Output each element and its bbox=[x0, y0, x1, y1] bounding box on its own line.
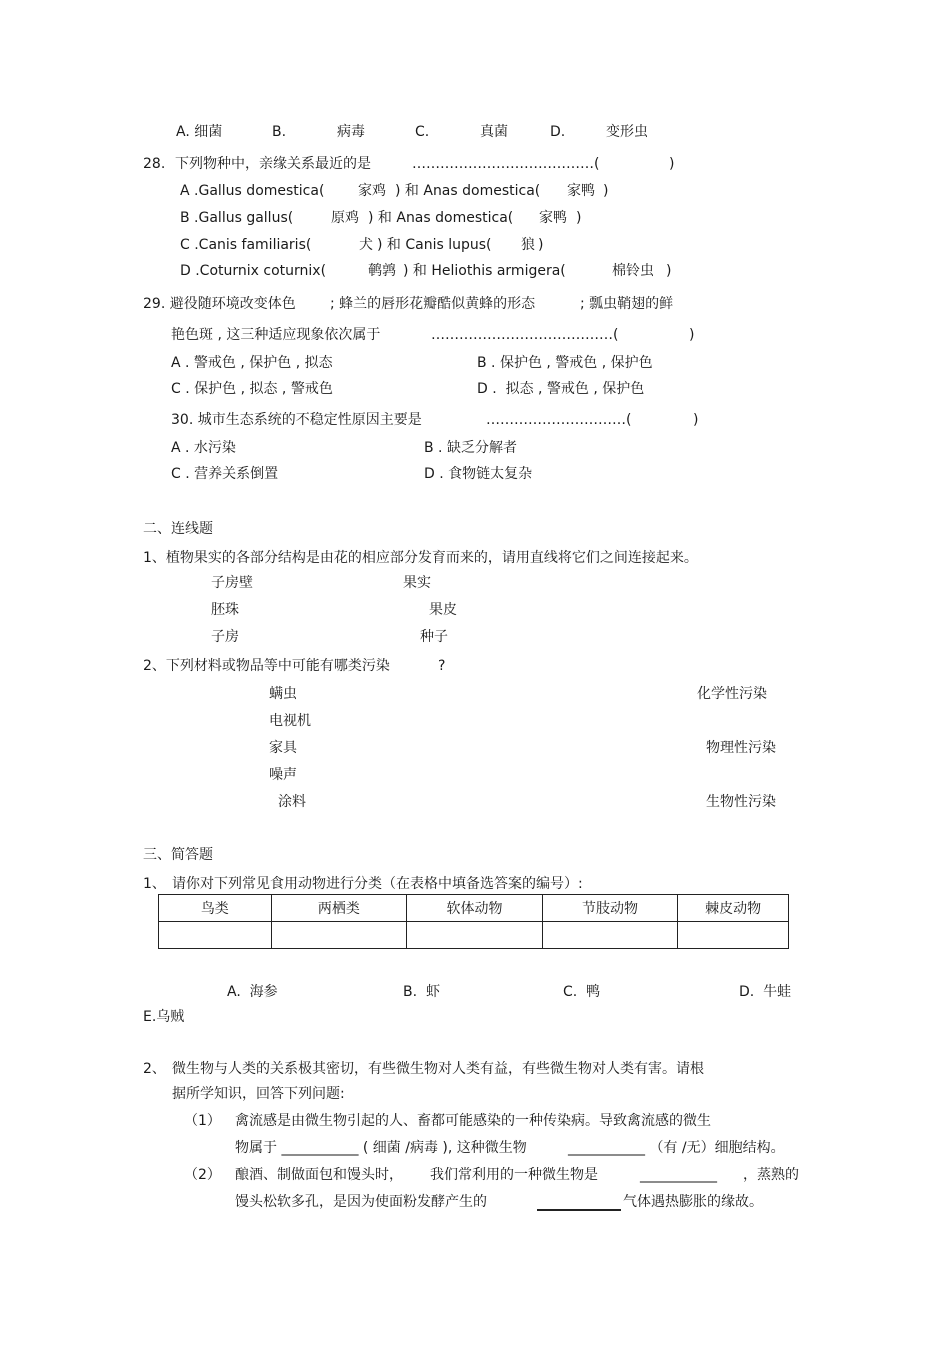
sub1-line2b: ___________ （有 /无）细胞结构。 bbox=[568, 1140, 785, 1156]
q30-dots: …………………………( bbox=[486, 412, 632, 428]
sub2-line1a: 酿酒、制做面包和馒头时， bbox=[235, 1167, 403, 1183]
table-header-row bbox=[159, 895, 789, 922]
q30-paren: ) bbox=[693, 412, 699, 428]
q29-line1c: ; 瓢虫鞘翅的鲜 bbox=[580, 296, 674, 312]
sub2-blank: ___________ bbox=[640, 1167, 717, 1183]
sec2-q2: 2、下列材料或物品等中可能有哪类污染 bbox=[143, 658, 390, 674]
sec2-left1-item: 子房壁 bbox=[211, 575, 253, 591]
sub2-line1b: 我们常利用的一种微生物是 bbox=[430, 1167, 598, 1183]
q29-dots: …………………………………( bbox=[431, 327, 619, 343]
sec3-q2-line2: 据所学知识，回答下列问题: bbox=[172, 1086, 345, 1102]
sec3-q1: 请你对下列常见食用动物进行分类（在表格中填备选答案的编号）: bbox=[172, 876, 583, 892]
table-header-cell: 鸟类 bbox=[159, 895, 272, 922]
sec2-right1-item: 种子 bbox=[420, 629, 448, 645]
answer-cell[interactable] bbox=[678, 922, 789, 949]
sec2-left2-item: 电视机 bbox=[269, 713, 311, 729]
sec2-right2-item: 生物性污染 bbox=[706, 794, 776, 810]
sec2-right2-item: 化学性污染 bbox=[697, 686, 767, 702]
answer-option: A. 海参 bbox=[227, 984, 278, 1000]
sec2-left1-item: 子房 bbox=[211, 629, 239, 645]
q29-option-d: D . 拟态 , 警戒色 , 保护色 bbox=[477, 381, 645, 397]
sub2-number: （2） bbox=[184, 1167, 221, 1183]
sec2-right1-item: 果皮 bbox=[429, 602, 457, 618]
table-row bbox=[159, 922, 789, 949]
table-header-cell: 棘皮动物 bbox=[678, 895, 789, 922]
sub2-line2b: 气体遇热膨胀的缘故。 bbox=[623, 1194, 763, 1210]
sec2-left1-item: 胚珠 bbox=[211, 602, 239, 618]
q29-option-a: A . 警戒色 , 保护色 , 拟态 bbox=[171, 355, 333, 371]
section-2-title: 二、连线题 bbox=[143, 521, 213, 537]
sec2-right2-item: 物理性污染 bbox=[706, 740, 776, 756]
q27-option-b-text: 病毒 bbox=[337, 124, 365, 140]
sub1-number: （1） bbox=[184, 1113, 221, 1129]
q30-option-c: C . 营养关系倒置 bbox=[171, 466, 279, 482]
q30-option-d: D . 食物链太复杂 bbox=[424, 466, 533, 482]
answer-option: D. 牛蛙 bbox=[739, 984, 792, 1000]
answer-cell[interactable] bbox=[159, 922, 272, 949]
sec2-q2-mark: ? bbox=[438, 658, 446, 674]
q30-option-a: A . 水污染 bbox=[171, 440, 236, 456]
answer-cell[interactable] bbox=[271, 922, 407, 949]
sec2-left2-item: 涂料 bbox=[278, 794, 306, 810]
answer-option: C. 鸭 bbox=[563, 984, 601, 1000]
q29-option-b: B . 保护色 , 警戒色 , 保护色 bbox=[477, 355, 653, 371]
q29-option-c: C . 保护色 , 拟态 , 警戒色 bbox=[171, 381, 333, 397]
q27-option-b-label: B. bbox=[272, 124, 287, 140]
q30-stem: 30. 城市生态系统的不稳定性原因主要是 bbox=[171, 412, 422, 428]
answer-cell[interactable] bbox=[542, 922, 678, 949]
q27-option-c-label: C. bbox=[415, 124, 430, 140]
q28-stem: 下列物种中，亲缘关系最近的是 bbox=[175, 156, 371, 172]
q28-dots: …………………………………( bbox=[412, 156, 600, 172]
answer-cell[interactable] bbox=[407, 922, 543, 949]
q30-option-b: B . 缺乏分解者 bbox=[424, 440, 517, 456]
q29-line1a: 29. 避役随环境改变体色 bbox=[143, 296, 296, 312]
sec2-left2-item: 家具 bbox=[269, 740, 297, 756]
sec2-left2-item: 螨虫 bbox=[269, 686, 297, 702]
answer-option: E.乌贼 bbox=[143, 1009, 185, 1025]
sec2-left2-item: 噪声 bbox=[269, 767, 297, 783]
table-header-cell: 节肢动物 bbox=[542, 895, 678, 922]
sec3-q2-number: 2、 bbox=[143, 1061, 166, 1077]
q28-paren: ) bbox=[669, 156, 675, 172]
sub2-line1d: ，蒸熟的 bbox=[743, 1167, 799, 1183]
sub1-line1: 禽流感是由微生物引起的人、畜都可能感染的一种传染病。导致禽流感的微生 bbox=[235, 1113, 711, 1129]
q29-line1b: ; 蜂兰的唇形花瓣酷似黄蜂的形态 bbox=[330, 296, 536, 312]
answer-option: B. 虾 bbox=[403, 984, 440, 1000]
gas-answer-blank[interactable] bbox=[537, 1209, 621, 1211]
sub1-line2a: 物属于 ___________ ( 细菌 /病毒 ), 这种微生物 bbox=[235, 1140, 527, 1156]
q27-option-d-label: D. bbox=[550, 124, 566, 140]
q27-option-d-text: 变形虫 bbox=[606, 124, 648, 140]
q27-option-a: A. 细菌 bbox=[176, 124, 223, 140]
section-3-title: 三、简答题 bbox=[143, 847, 213, 863]
q29-line2: 艳色斑 , 这三种适应现象依次属于 bbox=[171, 327, 381, 343]
sec2-right1-item: 果实 bbox=[403, 575, 431, 591]
classification-table bbox=[158, 894, 789, 949]
q27-option-c-text: 真菌 bbox=[480, 124, 508, 140]
sec2-q1: 1、植物果实的各部分结构是由花的相应部分发育而来的，请用直线将它们之间连接起来。 bbox=[143, 550, 698, 566]
sub2-line2a: 馒头松软多孔，是因为使面粉发酵产生的 bbox=[235, 1194, 487, 1210]
q28-number: 28. bbox=[143, 156, 166, 172]
table-header-cell: 两栖类 bbox=[271, 895, 407, 922]
table-header-cell: 软体动物 bbox=[407, 895, 543, 922]
sec3-q1-number: 1、 bbox=[143, 876, 166, 892]
q29-paren: ) bbox=[689, 327, 695, 343]
sec3-q2-line1: 微生物与人类的关系极其密切，有些微生物对人类有益，有些微生物对人类有害。请根 bbox=[172, 1061, 704, 1077]
